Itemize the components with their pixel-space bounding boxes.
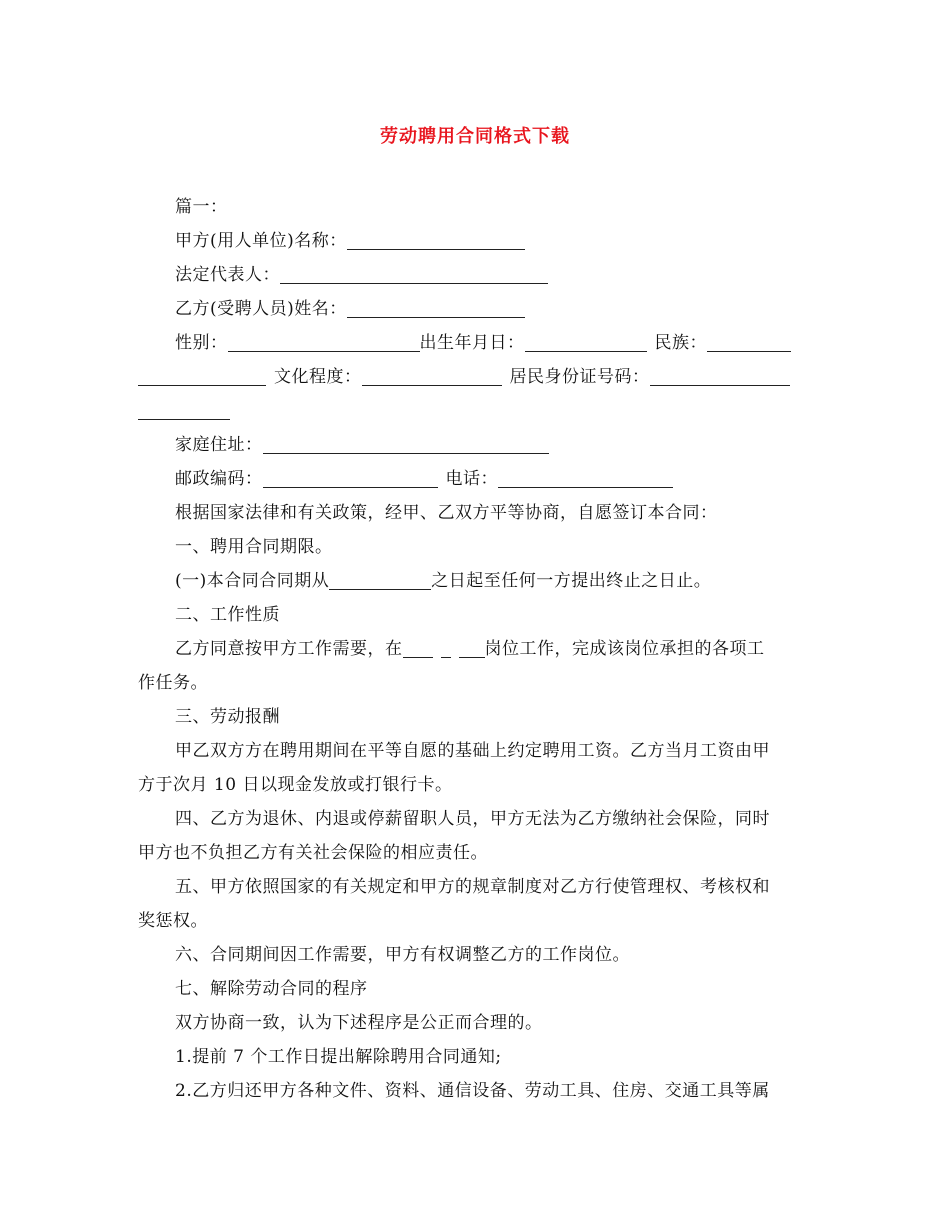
termination-intro: 双方协商一致，认为下述程序是公正而合理的。 [175,1013,543,1033]
section-heading-term: 一、聘用合同期限。 [175,537,333,557]
birth-date-blank [525,333,647,352]
term-text-end: 之日起至任何一方提出终止之日止。 [431,571,712,591]
clause-six: 六、合同期间因工作需要，甲方有权调整乙方的工作岗位。 [175,945,630,965]
party-a-name-blank [347,231,525,250]
section-heading-pay: 三、劳动报酬 [175,707,280,727]
address-label: 家庭住址： [175,435,263,455]
position-blank-2 [441,639,451,658]
section-heading-part-one: 篇一： [175,197,228,217]
section-heading-work-nature: 二、工作性质 [175,605,280,625]
legal-rep-label: 法定代表人： [175,265,280,285]
party-a-name-line [138,224,814,258]
position-blank-1 [403,639,433,658]
address-blank [263,435,549,454]
termination-step-1: 1.提前 7 个工作日提出解除聘用合同通知; [175,1047,502,1067]
phone-label: 电话： [445,469,498,489]
work-nature-cont: 作任务。 [138,673,208,693]
ethnic-blank [707,333,791,352]
pay-paragraph-line-1: 甲乙双方方在聘用期间在平等自愿的基础上约定聘用工资。乙方当月工资由甲 [175,741,770,761]
work-nature-line [138,632,814,666]
pay-paragraph-line-2: 方于次月 10 日以现金发放或打银行卡。 [138,775,453,795]
work-nature-text-start: 乙方同意按甲方工作需要，在 [175,639,403,659]
termination-step-2: 2.乙方归还甲方各种文件、资料、通信设备、劳动工具、住房、交通工具等属 [175,1081,770,1101]
party-b-name-line [138,292,814,326]
id-number-blank [650,367,790,386]
postcode-blank [263,469,438,488]
party-a-name-label: 甲方(用人单位)名称： [175,231,347,251]
term-start-blank [329,571,431,590]
document-title: 劳动聘用合同格式下载 [380,126,570,147]
clause-four-line-1: 四、乙方为退休、内退或停薪留职人员，甲方无法为乙方缴纳社会保险，同时 [175,809,770,829]
gender-birth-ethnic-line [138,326,814,360]
education-id-line [138,360,814,394]
education-label: 文化程度： [274,367,362,387]
work-nature-text-end: 岗位工作，完成该岗位承担的各项工 [484,639,765,659]
term-line [138,564,814,598]
education-blank [362,367,502,386]
gender-label: 性别： [175,333,228,353]
party-b-name-label: 乙方(受聘人员)姓名： [175,299,347,319]
id-number-label: 居民身份证号码： [509,367,650,387]
ethnic-label: 民族： [654,333,707,353]
clause-five-line-2: 奖惩权。 [138,911,208,931]
phone-blank [498,469,673,488]
term-text-start: (一)本合同合同期从 [175,571,330,591]
id-number-cont-line [138,394,814,428]
section-heading-termination: 七、解除劳动合同的程序 [175,979,368,999]
address-line [138,428,814,462]
birth-date-label: 出生年月日： [419,333,525,353]
ethnic-blank-cont [138,367,266,386]
id-number-blank-cont [138,401,230,420]
document-body [138,190,814,1108]
postcode-label: 邮政编码： [175,469,263,489]
postcode-phone-line [138,462,814,496]
clause-four-line-2: 甲方也不负担乙方有关社会保险的相应责任。 [138,843,488,863]
clause-five-line-1: 五、甲方依照国家的有关规定和甲方的规章制度对乙方行使管理权、考核权和 [175,877,770,897]
party-b-name-blank [347,299,525,318]
paragraph-intro: 根据国家法律和有关政策，经甲、乙双方平等协商，自愿签订本合同： [175,503,718,523]
legal-rep-blank [280,265,548,284]
legal-rep-line [138,258,814,292]
position-blank-3 [459,639,485,658]
gender-blank [228,333,420,352]
